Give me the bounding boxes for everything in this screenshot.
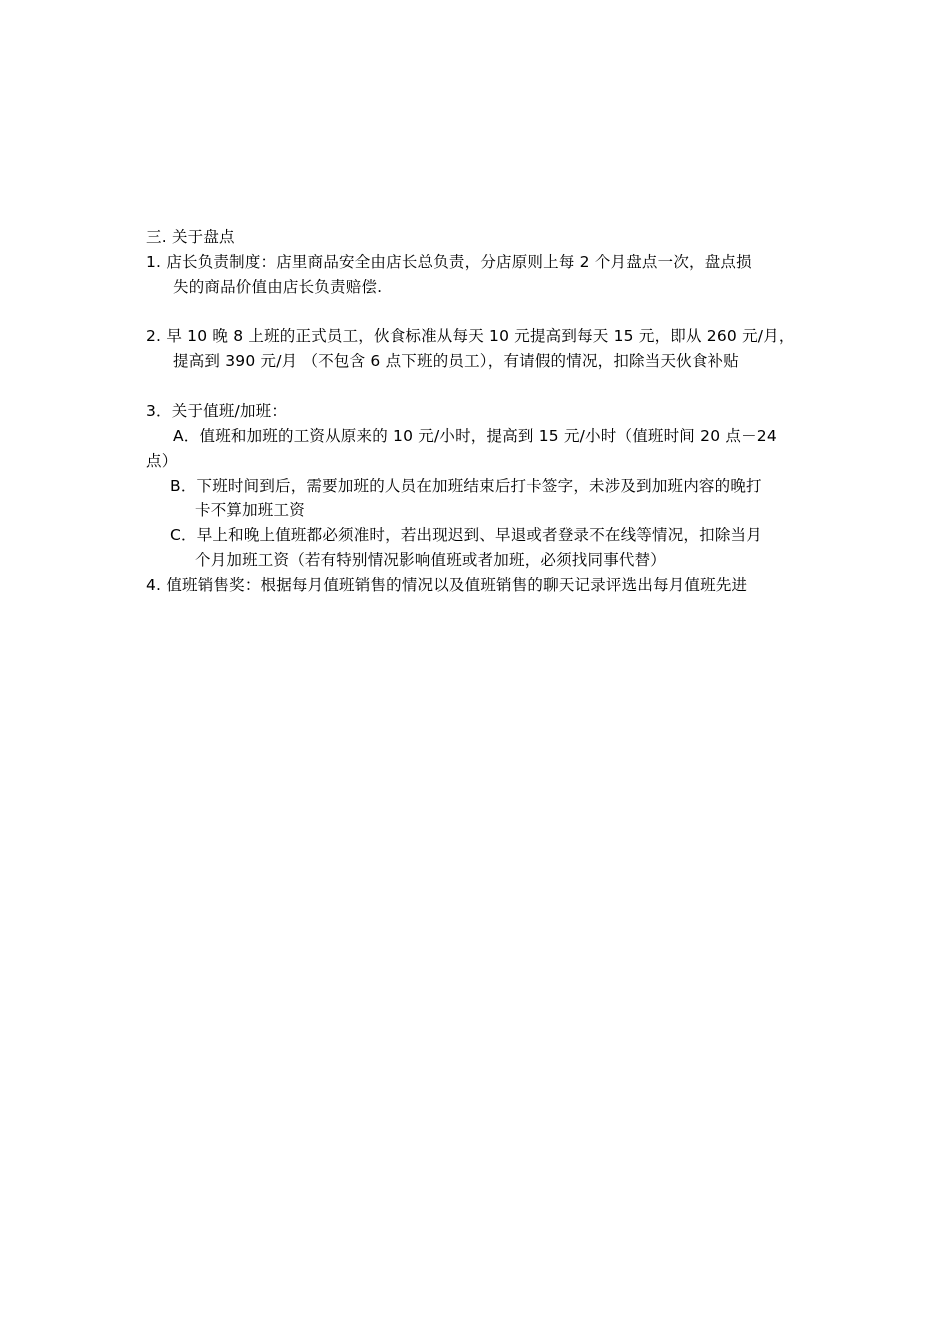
item-2-line-1: 2. 早 10 晚 8 上班的正式员工，伙食标准从每天 10 元提高到每天 15 元，即从 260 元/月， [146,327,795,345]
item-2-line-2: 提高到 390 元/月 （不包含 6 点下班的员工），有请假的情况，扣除当天伙食补贴 [173,352,739,370]
item-3b-line-2: 卡不算加班工资 [195,501,305,519]
item-1-line-1: 1. 店长负责制度：店里商品安全由店长总负责，分店原则上每 2 个月盘点一次，盘点损 [146,253,752,271]
item-3a-line-1: A．值班和加班的工资从原来的 10 元/小时，提高到 15 元/小时（值班时间 20 点－24 [173,427,777,445]
item-4-line-1: 4. 值班销售奖：根据每月值班销售的情况以及值班销售的聊天记录评选出每月值班先进 [146,576,748,594]
item-3c-line-2: 个月加班工资（若有特别情况影响值班或者加班，必须找同事代替） [195,551,667,569]
item-3c-line-1: C．早上和晚上值班都必须准时，若出现迟到、早退或者登录不在线等情况，扣除当月 [170,526,762,544]
item-3b-line-1: B．下班时间到后，需要加班的人员在加班结束后打卡签字，未涉及到加班内容的晚打 [170,477,762,495]
item-3a-line-2: 点） [146,452,178,470]
item-1-line-2: 失的商品价值由店长负责赔偿. [173,278,383,296]
section-heading: 三. 关于盘点 [146,228,235,246]
item-3-heading: 3．关于值班/加班： [146,402,288,420]
